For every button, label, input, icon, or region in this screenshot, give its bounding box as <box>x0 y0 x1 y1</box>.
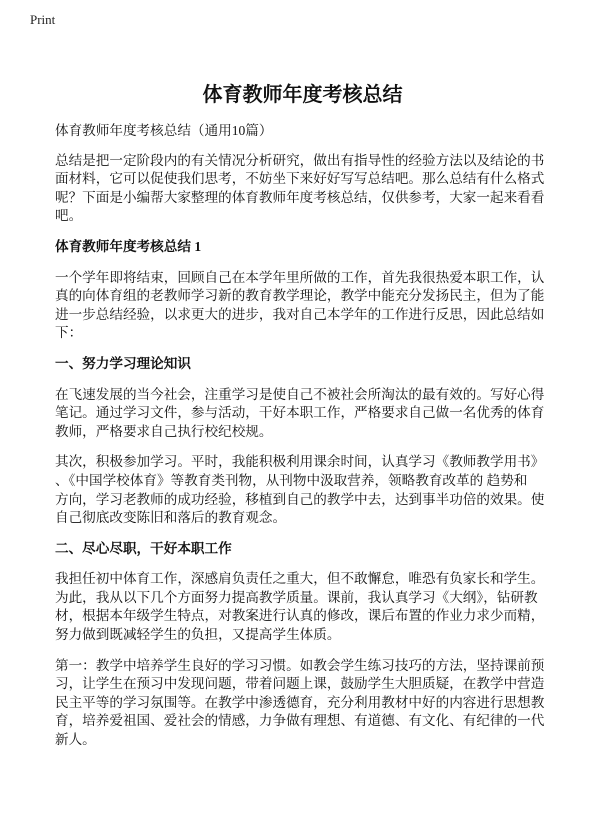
paragraph <box>55 386 550 442</box>
paragraph-line: 自己彻底改变陈旧和落后的教育观念。 <box>55 510 287 526</box>
document-body <box>55 80 550 762</box>
paragraph-line: 在飞速发展的当今社会，注重学习是使自己不被社会所淘汰的最有效的。写好心得 <box>55 386 545 402</box>
paragraph-line: 新人。 <box>55 732 96 748</box>
paragraph-line: 习，让学生在预习中发现问题，带着问题上课，鼓励学生大胆质疑，在教学中营造 <box>55 676 545 692</box>
paragraph-line: 育，培养爱祖国、爱社会的情感，力争做有理想、有道德、有文化、有纪律的一代 <box>55 713 545 729</box>
paragraph-line: 我担任初中体育工作，深感肩负责任之重大，但不敢懈怠，唯恐有负家长和学生。 <box>55 571 545 587</box>
paragraph-line: 、《中国学校体育》等教育类刊物，从刊物中汲取营养，领略教育改革的 趋势和 <box>55 472 528 488</box>
section-heading: 一、努力学习理论知识 <box>55 355 191 371</box>
section-heading: 体育教师年度考核总结 1 <box>55 238 202 254</box>
paragraph-line: 努力做到既减轻学生的负担，又提高学生体质。 <box>55 627 341 643</box>
paragraph <box>55 657 550 750</box>
paragraph-line: 教师，严格要求自己执行校纪校规。 <box>55 423 273 439</box>
paragraph-line: 其次，积极参加学习。平时，我能积极利用课余时间，认真学习《教师教学用书》 <box>55 454 545 470</box>
paragraph-line: 方向，学习老教师的成功经验，移植到自己的教学中去，达到事半功倍的效果。使 <box>55 491 545 507</box>
paragraph-line: 第一：教学中培养学生良好的学习习惯。如教会学生练习技巧的方法，坚持课前预 <box>55 657 545 673</box>
paragraph-line: 下： <box>55 325 83 341</box>
paragraph-line: 呢？下面是小编帮大家整理的体育教师年度考核总结，仅供参考，大家一起来看看 <box>55 189 545 205</box>
paragraph-line: 进一步总结经验，以求更大的进步，我对自己本学年的工作进行反思，因此总结如 <box>55 306 545 322</box>
paragraph <box>55 570 550 644</box>
print-link[interactable]: Print <box>30 12 56 27</box>
paragraph-line: 材，根据本年级学生特点，对教案进行认真的修改，课后布置的作业力求少而精， <box>55 608 545 624</box>
paragraph-line: 真的向体育组的老教师学习新的教育教学理论，教学中能充分发扬民主，但为了能 <box>55 288 545 304</box>
paragraph-line: 笔记。通过学习文件，参与活动，干好本职工作，严格要求自己做一名优秀的体育 <box>55 405 545 421</box>
paragraph-line: 一个学年即将结束，回顾自己在本学年里所做的工作，首先我很热爱本职工作，认 <box>55 269 545 285</box>
section-heading: 二、尽心尽职，干好本职工作 <box>55 540 232 556</box>
paragraph <box>55 269 550 343</box>
paragraph-line: 面材料，它可以促使我们思考，不妨坐下来好好写写总结吧。那么总结有什么格式 <box>55 171 545 187</box>
paragraph-line: 为此，我从以下几个方面努力提高教学质量。课前，我认真学习《大纲》，钻研教 <box>55 589 538 605</box>
paragraph-line: 吧。 <box>55 208 83 224</box>
paragraph-line: 民主平等的学习氛围等。在教学中渗透德育，充分利用教材中好的内容进行思想教 <box>55 694 545 710</box>
paragraph <box>55 152 550 226</box>
paragraph-line: 总结是把一定阶段内的有关情况分析研究，做出有指导性的经验方法以及结论的书 <box>55 152 545 168</box>
document-sections <box>55 152 550 750</box>
paragraph <box>55 453 550 527</box>
document-subtitle: 体育教师年度考核总结（通用10篇） <box>55 123 273 138</box>
page-title: 体育教师年度考核总结 <box>202 84 403 106</box>
